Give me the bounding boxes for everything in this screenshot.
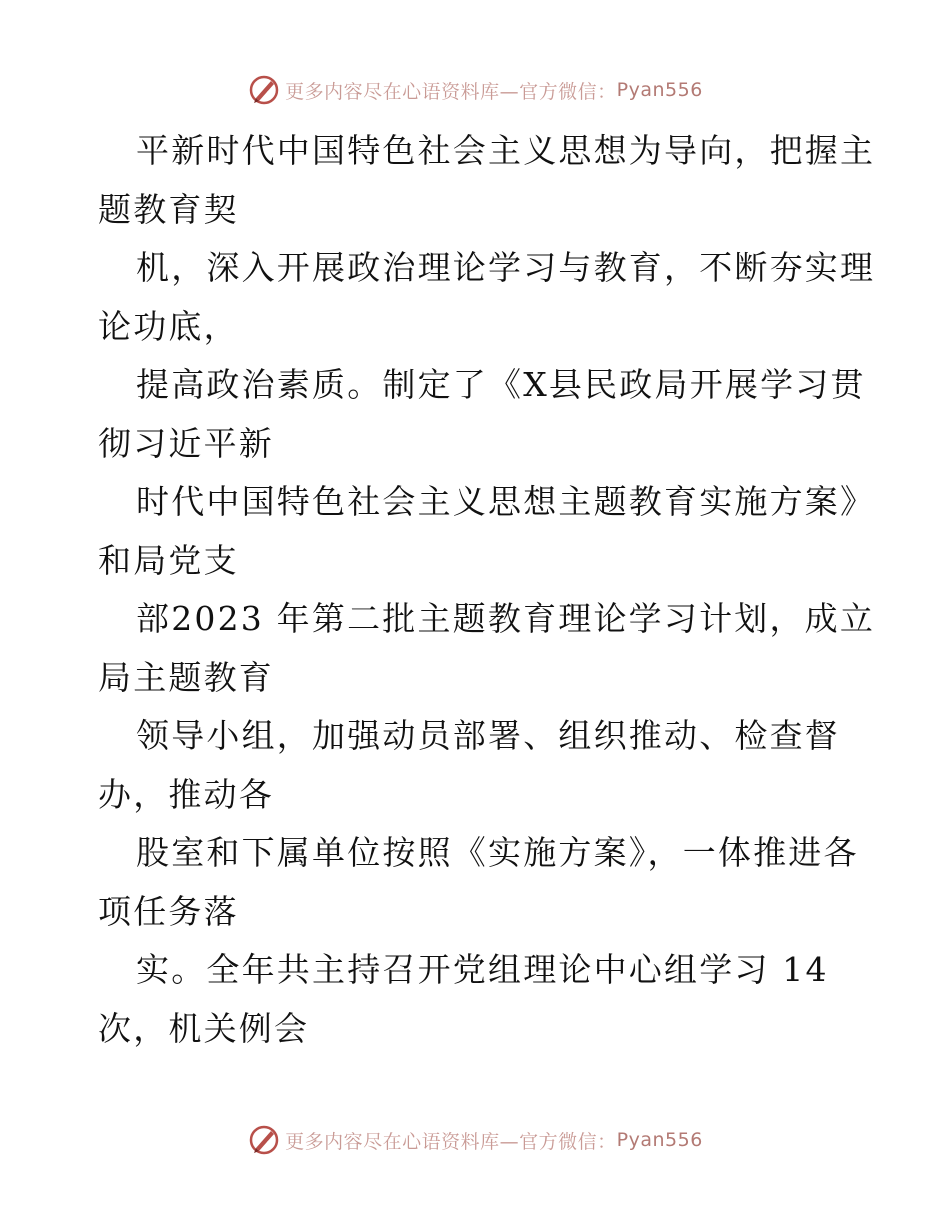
body-line: 彻习近平新 xyxy=(98,423,274,463)
watermark-handle: Pyan556 xyxy=(616,79,703,101)
document-body xyxy=(98,122,878,1058)
watermark-text: 更多内容尽在心语资料库—官方微信： xyxy=(285,80,617,103)
body-line: 局主题教育 xyxy=(98,657,274,697)
pen-logo-icon xyxy=(247,1123,281,1157)
footer-watermark xyxy=(0,1120,950,1160)
body-line: 提高政治素质。制定了《X县民政局开展学习贯 xyxy=(136,365,866,404)
body-line: 次，机关例会 xyxy=(98,1008,310,1048)
body-line: 办，推动各 xyxy=(98,774,274,814)
watermark-text: 更多内容尽在心语资料库—官方微信： xyxy=(285,1130,617,1153)
header-watermark xyxy=(0,70,950,110)
body-line: 题教育契 xyxy=(98,189,239,229)
body-line: 和局党支 xyxy=(98,540,239,580)
body-line: 领导小组，加强动员部署、组织推动、检查督 xyxy=(136,716,840,755)
body-line: 时代中国特色社会主义思想主题教育实施方案》 xyxy=(136,482,876,521)
body-line: 论功底， xyxy=(98,306,239,346)
watermark-handle: Pyan556 xyxy=(616,1129,703,1151)
pen-logo-icon xyxy=(247,73,281,107)
body-line: 部2023 年第二批主题教育理论学习计划，成立 xyxy=(136,599,876,638)
body-line: 平新时代中国特色社会主义思想为导向，把握主 xyxy=(136,131,876,170)
body-line: 股室和下属单位按照《实施方案》，一体推进各 xyxy=(136,833,859,872)
body-line: 机，深入开展政治理论学习与教育，不断夯实理 xyxy=(136,248,876,287)
body-line: 实。全年共主持召开党组理论中心组学习 14 xyxy=(136,950,829,989)
body-line: 项任务落 xyxy=(98,891,239,931)
